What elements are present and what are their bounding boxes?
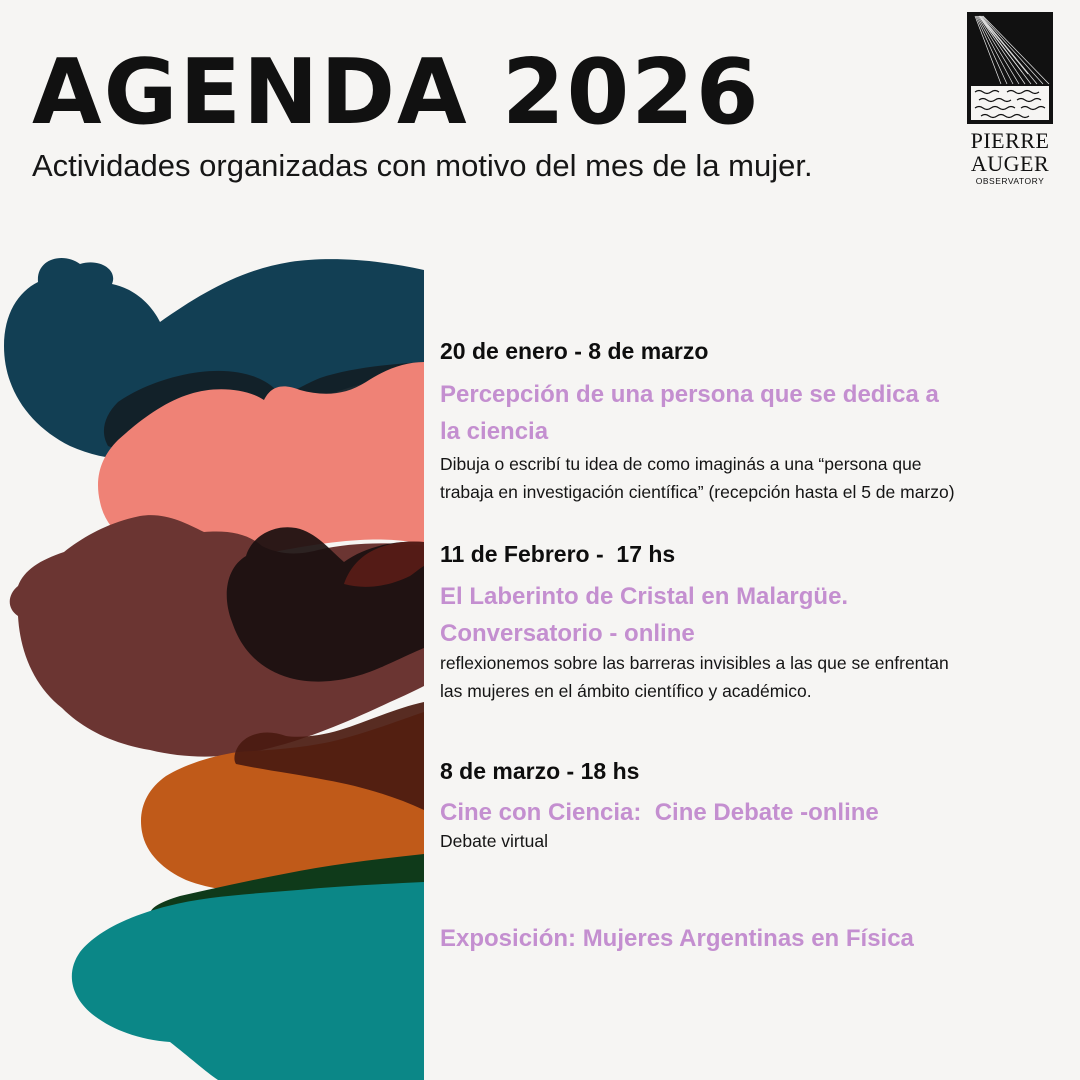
observatory-logo-icon — [967, 12, 1053, 124]
event-title: El Laberinto de Cristal en Malargüe. — [440, 583, 849, 610]
event-description: reflexionemos sobre las barreras invisibles a las que se enfrentan — [440, 653, 949, 673]
event-date: 20 de enero - 8 de marzo — [440, 338, 709, 364]
logo-text-pierre: PIERRE — [970, 128, 1050, 153]
page-title: AGENDA 2026 — [32, 40, 761, 145]
event-title: Percepción de una persona que se dedica a — [440, 381, 939, 408]
teal-silhouette — [72, 882, 424, 1080]
event-title: la ciencia — [440, 418, 549, 445]
event-description: Dibuja o escribí tu idea de como imaginás a una “persona que — [440, 454, 922, 474]
logo-text-auger: AUGER — [970, 151, 1050, 176]
event-date: 11 de Febrero - 17 hs — [440, 541, 676, 567]
event-description: Debate virtual — [440, 831, 548, 851]
page-subtitle: Actividades organizadas con motivo del mes de la mujer. — [32, 148, 813, 183]
event-date: 8 de marzo - 18 hs — [440, 758, 640, 784]
event-title: Exposición: Mujeres Argentinas en Física — [440, 925, 914, 952]
event-description: las mujeres en el ámbito científico y académico. — [440, 681, 812, 701]
event-title: Cine con Ciencia: Cine Debate -online — [440, 799, 879, 826]
women-silhouettes-illustration — [0, 250, 424, 1080]
event-title: Conversatorio - online — [440, 620, 695, 647]
logo-text-observatory: OBSERVATORY — [975, 176, 1045, 186]
event-description: trabaja en investigación científica” (recepción hasta el 5 de marzo) — [440, 482, 955, 502]
pierre-auger-logo — [964, 12, 1056, 192]
